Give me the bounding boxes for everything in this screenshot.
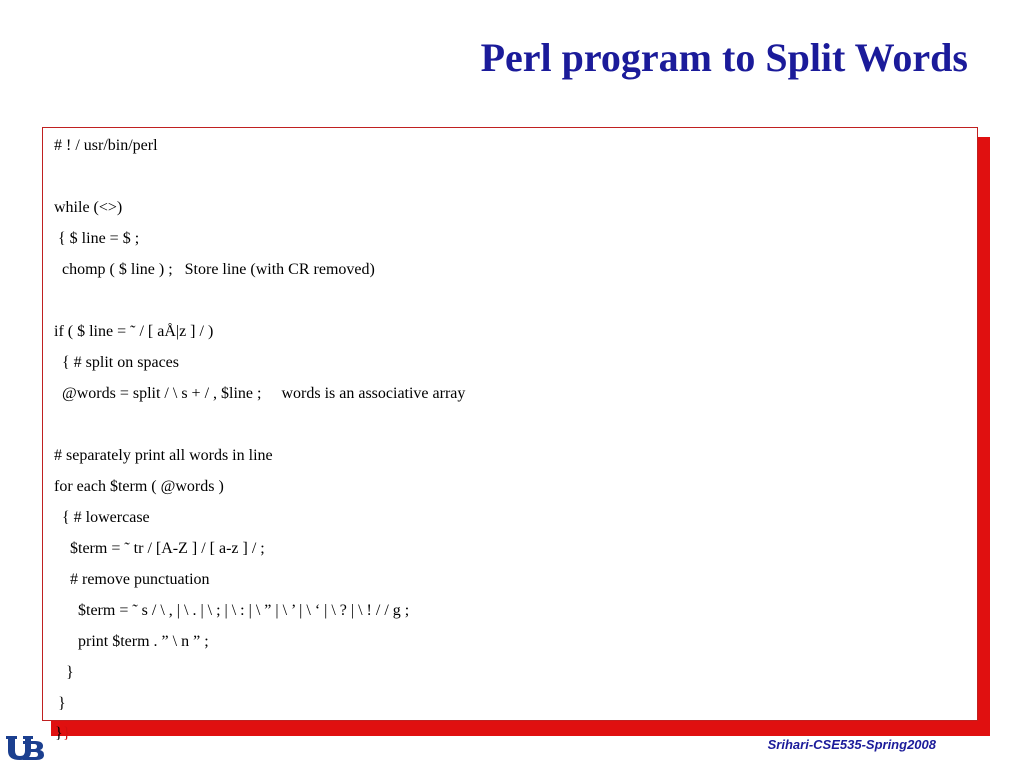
ub-logo-icon xyxy=(3,733,45,763)
code-line: $term = ˜ tr / [A-Z ] / [ a-z ] / ; xyxy=(54,540,265,557)
code-line: # separately print all words in line xyxy=(54,447,273,464)
code-line: if ( $ line = ˜ / [ aÅ|z ] / ) xyxy=(54,323,214,340)
code-line xyxy=(54,161,465,192)
code-line xyxy=(54,285,465,316)
code-line: while (<>) xyxy=(54,199,123,216)
code-listing xyxy=(54,130,465,719)
code-line: } xyxy=(54,664,74,681)
code-line xyxy=(54,409,465,440)
code-line: { $ line = $ ; xyxy=(54,230,140,247)
code-line: for each $term ( @words ) xyxy=(54,478,224,495)
footer-credit: Srihari-CSE535-Spring2008 xyxy=(767,737,936,752)
stray-brace-red: } xyxy=(62,725,71,742)
slide-title: Perl program to Split Words xyxy=(480,35,968,80)
code-line: { # lowercase xyxy=(54,509,150,526)
code-line: @words = split / \ s + / , $line ; words is an associative array xyxy=(54,385,466,402)
code-line: # remove punctuation xyxy=(54,571,210,588)
code-line: $term = ˜ s / \ , | \ . | \ ; | \ : | \ ” | \ ’ | \ ‘ | \ ? | \ ! / / g ; xyxy=(54,602,410,619)
code-line: } xyxy=(54,695,66,712)
code-line: { # split on spaces xyxy=(54,354,179,371)
code-line: print $term . ” \ n ” ; xyxy=(54,633,209,650)
code-box xyxy=(42,127,978,721)
stray-braces xyxy=(55,724,70,744)
code-line: chomp ( $ line ) ; Store line (with CR removed) xyxy=(54,261,375,278)
stray-brace-black: } xyxy=(55,725,63,742)
code-line: # ! / usr/bin/perl xyxy=(54,137,158,154)
